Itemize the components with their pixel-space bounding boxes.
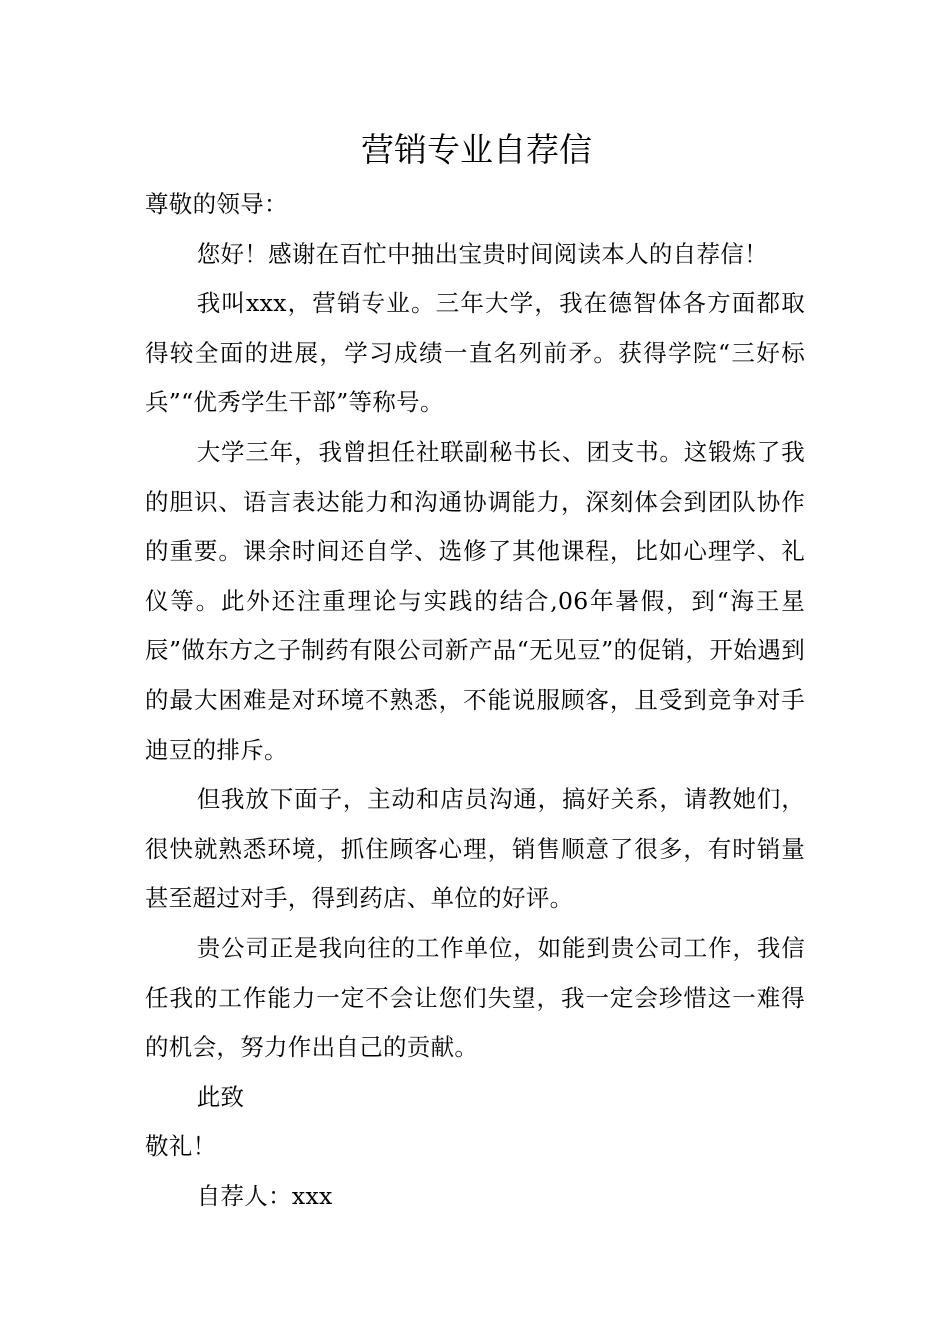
regards: 敬礼！ [145,1132,217,1161]
salutation: 尊敬的领导： [145,190,288,218]
experience-paragraph: 大学三年，我曾担任社联副秘书长、团支书。这锻炼了我的胆识、语言表达能力和沟通协调能力，深刻体会到团队协作的重要。课余时间还自学、选修了其他课程，比如心理学、礼仪等。此外还注重理论与实践的结合,06年暑假，到“海王星辰”做东方之子制药有限公司新产品“无见豆”的促销，开始遇到的最大困难是对环境不熟悉，不能说服顾客，且受到竞争对手迪豆的排斥。 [145,437,805,764]
greeting-paragraph: 您好！感谢在百忙中抽出宝贵时间阅读本人的自荐信！ [196,239,768,268]
closing-paragraph: 贵公司正是我向往的工作单位，如能到贵公司工作，我信任我的工作能力一定不会让您们失望，我一定会珍惜这一难得的机会，努力作出自己的贡献。 [145,933,805,1062]
improvement-paragraph: 但我放下面子，主动和店员沟通，搞好关系，请教她们，很快就熟悉环境，抓住顾客心理，销售顺意了很多，有时销量甚至超过对手，得到药店、单位的好评。 [145,785,805,913]
letter-page [145,120,805,1221]
letter-title: 营销专业自荐信 [361,130,592,169]
introduction-paragraph: 我叫xxx，营销专业。三年大学，我在德智体各方面都取得较全面的进展，学习成绩一直名列前矛。获得学院“三好标兵”“优秀学生干部”等称号。 [145,289,805,417]
signature: 自荐人：xxx [196,1181,333,1210]
closing-phrase: 此致 [196,1082,245,1111]
